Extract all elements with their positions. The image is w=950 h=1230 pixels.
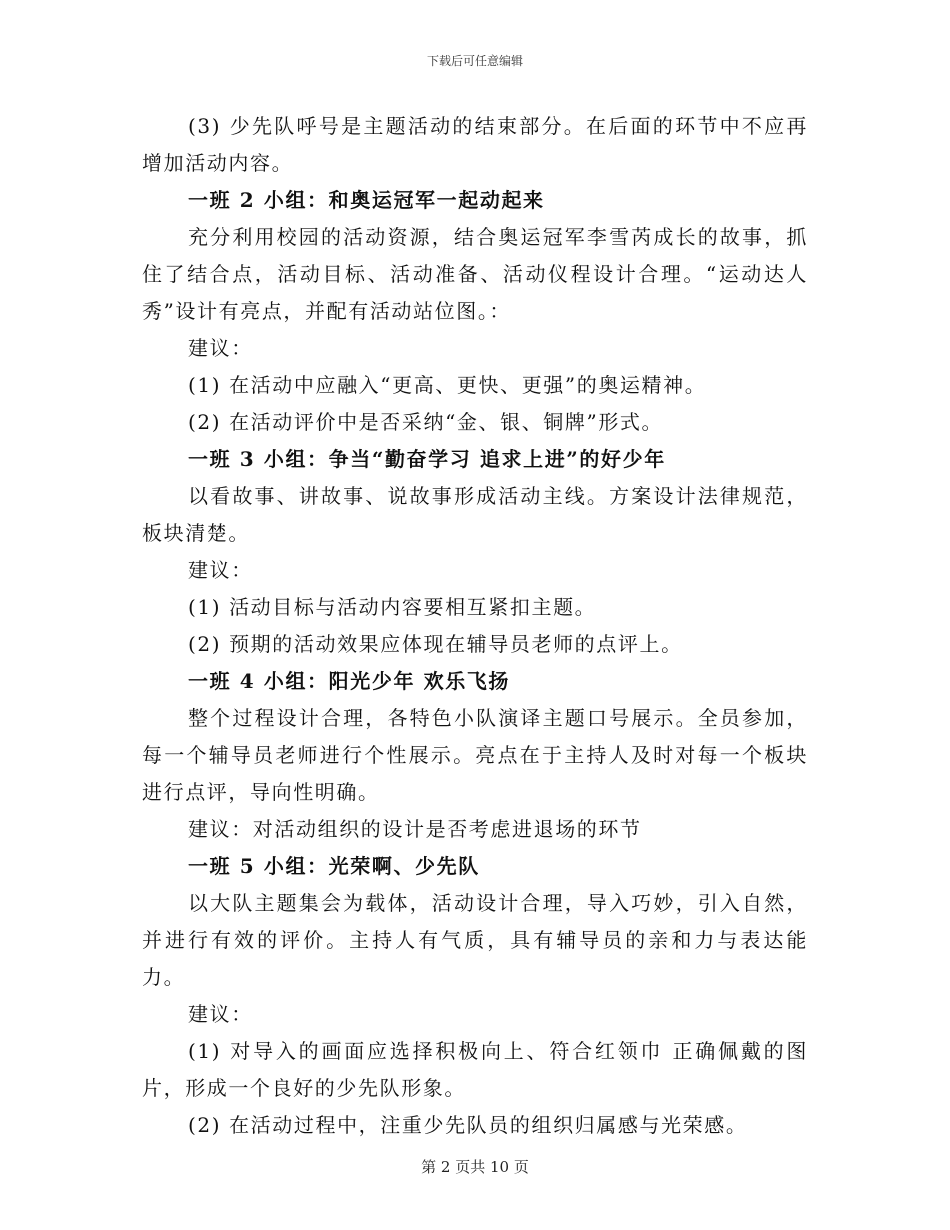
section-heading-group-4: 一班 4 小组：阳光少年 欢乐飞扬 — [188, 669, 511, 693]
list-item-1: (1) 活动目标与活动内容要相互紧扣主题。 — [188, 595, 597, 619]
suggestion-label: 建议： — [188, 558, 253, 582]
list-item-1: (1) 在活动中应融入“更高、更快、更强”的奥运精神。 — [188, 373, 707, 397]
list-item-1: (1) 对导入的画面应选择积极向上、符合红领巾 正确佩戴的图片，形成一个良好的少先队形象。 — [142, 1039, 808, 1100]
body-paragraph: 整个过程设计合理，各特色小队演译主题口号展示。全员参加，每一个辅导员老师进行个性展示。亮点在于主持人及时对每一个板块进行点评，导向性明确。 — [142, 706, 808, 804]
document-body — [142, 108, 808, 1144]
list-item-3: (3) 少先队呼号是主题活动的结束部分。在后面的环节中不应再增加活动内容。 — [142, 114, 808, 175]
body-paragraph: 以看故事、讲故事、说故事形成活动主线。方案设计法律规范，板块清楚。 — [142, 484, 808, 545]
list-item-2: (2) 预期的活动效果应体现在辅导员老师的点评上。 — [188, 632, 683, 656]
section-heading-group-2: 一班 2 小组：和奥运冠军一起动起来 — [188, 188, 545, 212]
suggestion-label: 建议： — [188, 1002, 253, 1026]
list-item-2: (2) 在活动评价中是否采纳“金、银、铜牌”形式。 — [188, 410, 664, 434]
page-header: 下载后可任意编辑 — [426, 54, 523, 68]
section-heading-group-5: 一班 5 小组：光荣啊、少先队 — [188, 854, 480, 878]
suggestion-label: 建议： — [188, 336, 253, 360]
list-item-2: (2) 在活动过程中，注重少先队员的组织归属感与光荣感。 — [188, 1113, 748, 1137]
section-heading-group-3: 一班 3 小组：争当“勤奋学习 追求上进”的好少年 — [188, 447, 666, 471]
suggestion-paragraph: 建议：对活动组织的设计是否考虑进退场的环节 — [188, 817, 642, 841]
body-paragraph: 充分利用校园的活动资源，结合奥运冠军李雪芮成长的故事，抓住了结合点，活动目标、活动准备、活动仪程设计合理。“运动达人秀”设计有亮点，并配有活动站位图。： — [142, 225, 808, 323]
body-paragraph: 以大队主题集会为载体，活动设计合理，导入巧妙，引入自然，并进行有效的评价。主持人有气质，具有辅导员的亲和力与表达能力。 — [142, 891, 808, 989]
page-footer: 第 2 页共 10 页 — [421, 1158, 529, 1176]
